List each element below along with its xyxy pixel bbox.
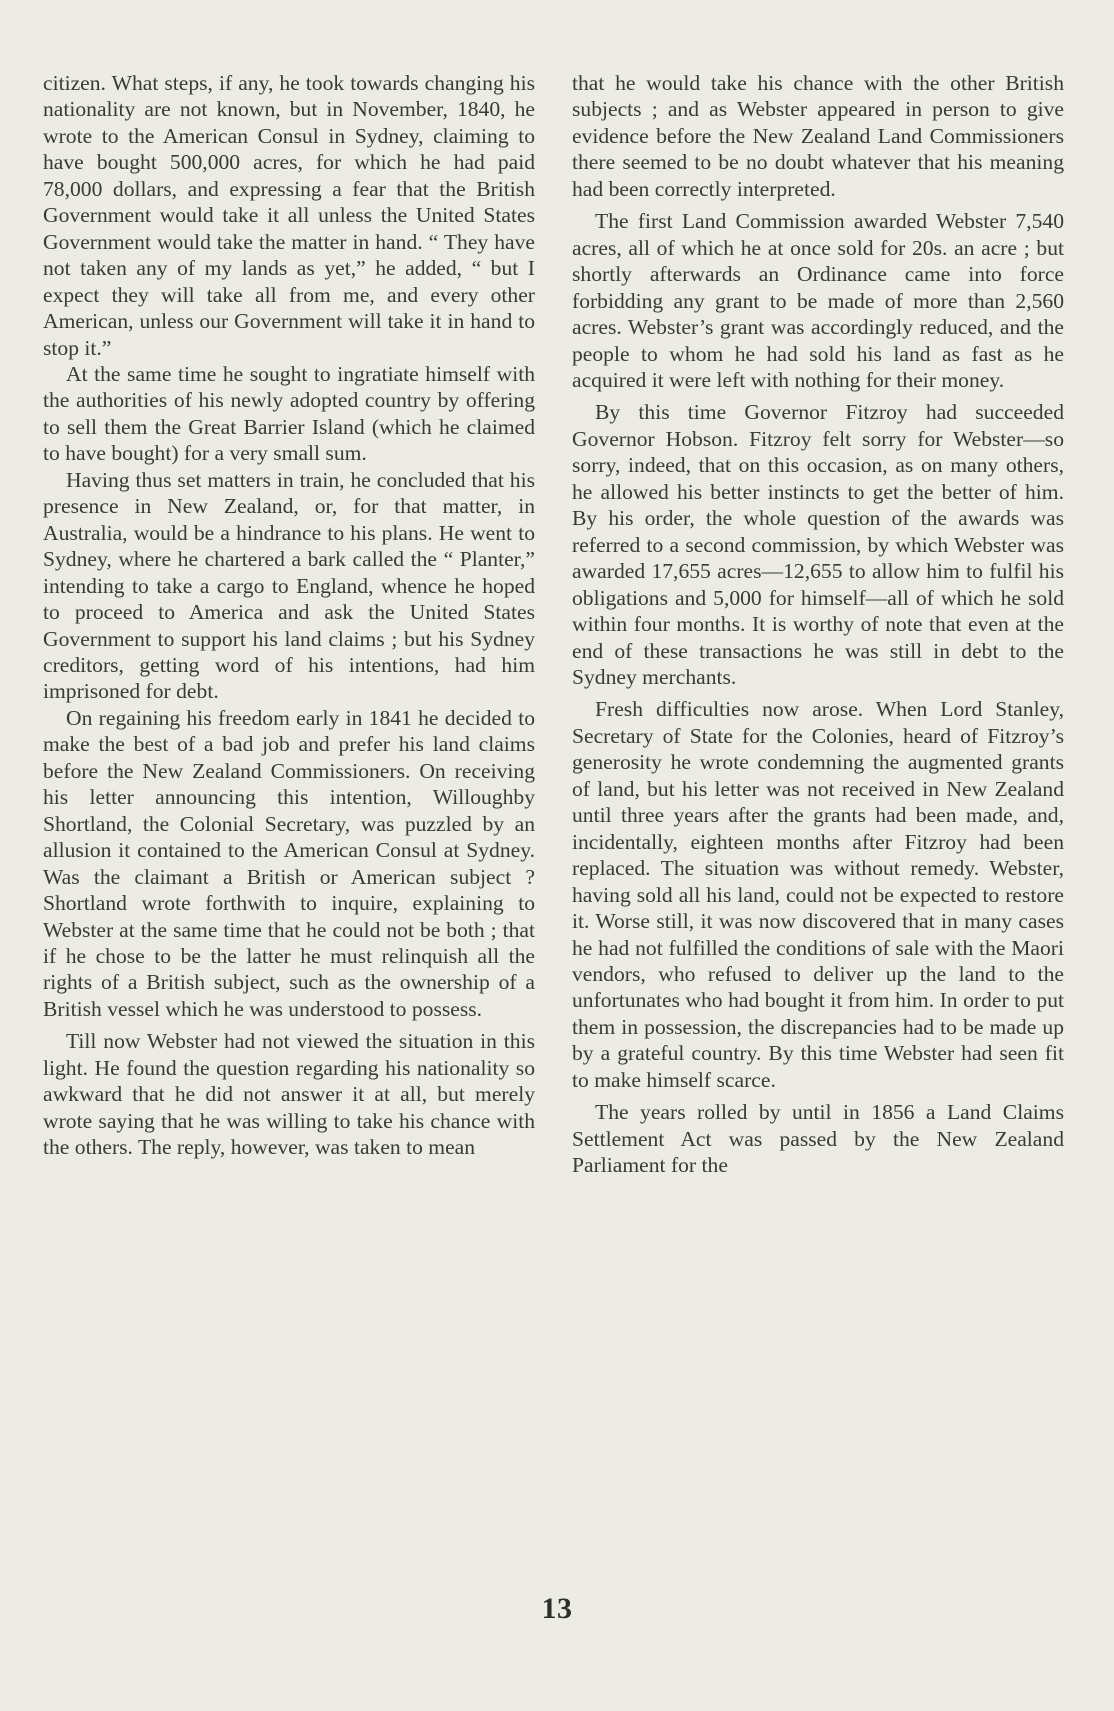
paragraph: citizen. What steps, if any, he took towards changing his nationality are not known, but in November, 1840, he wrote to the American Consul in Sydney, claiming to have bought 500,000 acres, for which he had paid 78,000 dollars, and expressing a fear that the British Government would take it all unless the United States Government would take the matter in hand. “ They have not taken any of my lands as yet,” he added, “ but I expect they will take all from me, and every other American, unless our Government will take it in hand to stop it.”	[43, 71, 535, 360]
left-column	[43, 70, 535, 1161]
paragraph: Fresh difficulties now arose. When Lord Stanley, Secretary of State for the Colonies, heard of Fitzroy’s generosity he wrote condemning the augmented grants of land, but his letter was not received in New Zealand until three years after the grants had been made, and, incidentally, eighteen months after Fitzroy had been replaced. The situation was without remedy. Webster, having sold all his land, could not be expected to restore it. Worse still, it was now discovered that in many cases he had not fulfilled the conditions of sale with the Maori vendors, who refused to deliver up the land to the unfortunates who had bought it from him. In order to put them in possession, the discrepancies had to be made up by a grateful country. By this time Webster had seen fit to make himself scarce.	[572, 697, 1064, 1092]
paragraph: that he would take his chance with the other British subjects ; and as Webster appeared in person to give evidence before the New Zealand Land Commissioners there seemed to be no doubt whatever that his meaning had been correctly interpreted.	[572, 71, 1064, 201]
paragraph: At the same time he sought to ingratiate himself with the authorities of his newly adopted country by offering to sell them the Great Barrier Island (which he claimed to have bought) for a very small sum.	[43, 361, 535, 466]
page-number: 13	[541, 1592, 573, 1625]
paragraph: On regaining his freedom early in 1841 he decided to make the best of a bad job and prefer his land claims before the New Zealand Commissioners. On receiving his letter announcing this intention, Willoughby Shortland, the Colonial Secretary, was puzzled by an allusion it contained to the American Consul at Sydney. Was the claimant a British or American subject ? Shortland wrote forthwith to inquire, explaining to Webster at the same time that he could not be both ; that if he chose to be the latter he must relinquish all the rights of a British subject, such as the ownership of a British vessel which he was understood to possess.	[43, 705, 535, 1021]
paragraph: By this time Governor Fitzroy had succeeded Governor Hobson. Fitzroy felt sorry for Webster—so sorry, indeed, that on this occasion, as on many others, he allowed his better instincts to get the better of him. By his order, the whole question of the awards was referred to a second commission, by which Webster was awarded 17,655 acres—12,655 to allow him to fulfil his obligations and 5,000 for himself—all of which he sold within four months. It is worthy of note that even at the end of these transactions he was still in debt to the Sydney merchants.	[572, 400, 1064, 689]
right-column	[572, 70, 1064, 1185]
paragraph: The years rolled by until in 1856 a Land Claims Settlement Act was passed by the New Zealand Parliament for the	[572, 1100, 1064, 1178]
paragraph: Having thus set matters in train, he concluded that his presence in New Zealand, or, for that matter, in Australia, would be a hindrance to his plans. He went to Sydney, where he chartered a bark called the “ Planter,” intending to take a cargo to England, whence he hoped to proceed to America and ask the United States Government to support his land claims ; but his Sydney creditors, getting word of his intentions, had him imprisoned for debt.	[43, 467, 535, 704]
paragraph: Till now Webster had not viewed the situation in this light. He found the question regarding his nationality so awkward that he did not answer it at all, but merely wrote saying that he was willing to take his chance with the others. The reply, however, was taken to mean	[43, 1029, 535, 1160]
paragraph: The first Land Commission awarded Webster 7,540 acres, all of which he at once sold for 20s. an acre ; but shortly afterwards an Ordinance came into force forbidding any grant to be made of more than 2,560 acres. Webster’s grant was accordingly reduced, and the people to whom he had sold his land as fast as he acquired it were left with nothing for their money.	[572, 209, 1064, 392]
